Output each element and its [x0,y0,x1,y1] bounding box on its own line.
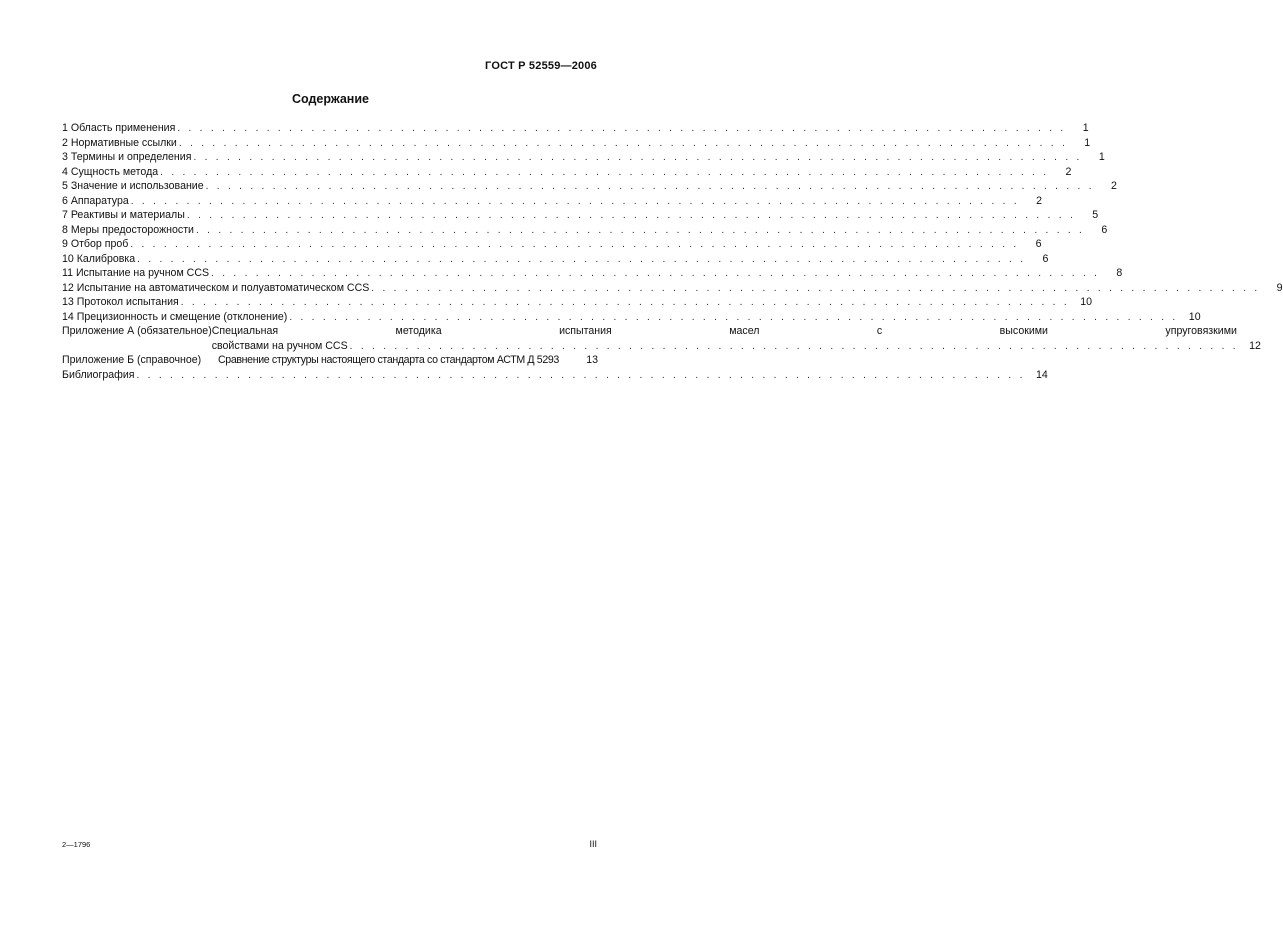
toc-entry-appendix-a[interactable] [62,324,1261,353]
page-number: III [589,839,597,849]
toc-entry-page: 1 [1084,136,1091,149]
toc-entry[interactable] [62,237,1042,252]
leader-dots: ................................................................................ [136,369,1031,381]
leader-dots: ................................................................................ [289,311,1184,323]
toc-entry-label: 3 Термины и определения [62,151,192,163]
toc-entry-page: 8 [1116,267,1123,279]
toc-entry[interactable] [62,252,1049,267]
appendix-b-title: Сравнение структуры настоящего стандарта со стандартом АСТМ Д 5293 [218,354,559,366]
toc-entry-label: 4 Сущность метода [62,165,159,178]
toc-entry[interactable] [62,208,1099,223]
toc-entry[interactable] [62,150,1105,165]
toc-entry-label: 14 Прецизионность и смещение (отклонение) [62,310,288,323]
leader-dots: ................................................................................ [371,282,1266,294]
leader-dots: ................................................................................ [178,137,1074,149]
toc-entry[interactable] [62,179,1117,194]
toc-entry[interactable] [62,295,1093,310]
toc-entry-page: 2 [1110,180,1117,192]
leader-dots: ................................................................................ [177,123,1072,134]
toc-entry-label: 5 Значение и использование [62,180,204,192]
toc-entry-bibliography[interactable] [62,368,1048,383]
toc-entry-page: 10 [1080,296,1093,308]
leader-dots: ................................................................................ [349,340,1244,352]
leader-dots: ................................................................................ [137,253,1032,265]
toc-entry[interactable] [62,165,1072,180]
toc-entry-page: 6 [1035,238,1042,250]
leader-dots: ................................................................................ [211,268,1106,279]
print-code: 2—1796 [62,840,91,849]
appendix-b-page: 13 [586,354,598,366]
appendix-b-label: Приложение Б (справочное) [62,354,202,366]
toc-entry-page: 2 [1036,194,1043,207]
toc-entry[interactable] [62,136,1091,151]
toc-entry-label: 7 Реактивы и материалы [62,209,185,221]
toc-entry-page: 2 [1065,165,1072,178]
appendix-a-title-line1: Специальная методика испытания масел с высокими упруговязкими [211,325,1237,337]
leader-dots: ................................................................................ [195,224,1091,236]
bibliography-label: Библиография [62,368,135,381]
leader-dots: ................................................................................ [160,166,1055,178]
leader-dots: ................................................................................ [205,181,1100,192]
toc-entry-label: 8 Меры предосторожности [62,223,194,236]
leader-dots: ................................................................................ [130,239,1025,250]
page-title: Содержание [291,92,369,106]
toc-entry[interactable] [62,310,1201,325]
toc-entry[interactable] [62,223,1108,238]
appendix-a-title-line2: свойствами на ручном CCS [211,339,348,352]
leader-dots: ................................................................................ [193,152,1088,163]
document-code: ГОСТ Р 52559—2006 [485,60,597,72]
toc-entry-label: 13 Протокол испытания [62,296,179,308]
toc-entry-page: 9 [1276,281,1283,294]
toc-entry-page: 5 [1092,209,1099,221]
toc-entry[interactable] [62,281,1283,296]
toc-entry-label: 10 Калибровка [62,252,136,265]
toc-entry-label: 6 Аппаратура [62,194,129,207]
table-of-contents [62,121,1283,382]
bibliography-page: 14 [1035,368,1048,381]
toc-entry-page: 6 [1101,223,1108,236]
toc-entry-page: 1 [1082,122,1089,134]
toc-entry-label: 11 Испытание на ручном CCS [62,267,210,279]
leader-dots: ................................................................................ [130,195,1026,207]
leader-dots: ................................................................................ [186,210,1082,221]
appendix-a-label: Приложение А (обязательное) [62,325,212,337]
toc-entry-label: 9 Отбор проб [62,238,129,250]
toc-entry-appendix-b[interactable] [62,353,598,368]
toc-entry-page: 1 [1098,151,1105,163]
toc-entry[interactable] [62,121,1089,136]
toc-entry[interactable] [62,194,1043,209]
toc-entry-label: 12 Испытание на автоматическом и полуавтоматическом CCS [62,281,370,294]
toc-entry-page: 6 [1042,252,1049,265]
toc-entry-label: 2 Нормативные ссылки [62,136,177,149]
toc-entry-label: 1 Область применения [62,122,176,134]
appendix-a-page: 12 [1249,339,1261,352]
toc-entry-page: 10 [1188,310,1201,323]
toc-entry[interactable] [62,266,1123,281]
leader-dots: ................................................................................ [180,297,1076,308]
